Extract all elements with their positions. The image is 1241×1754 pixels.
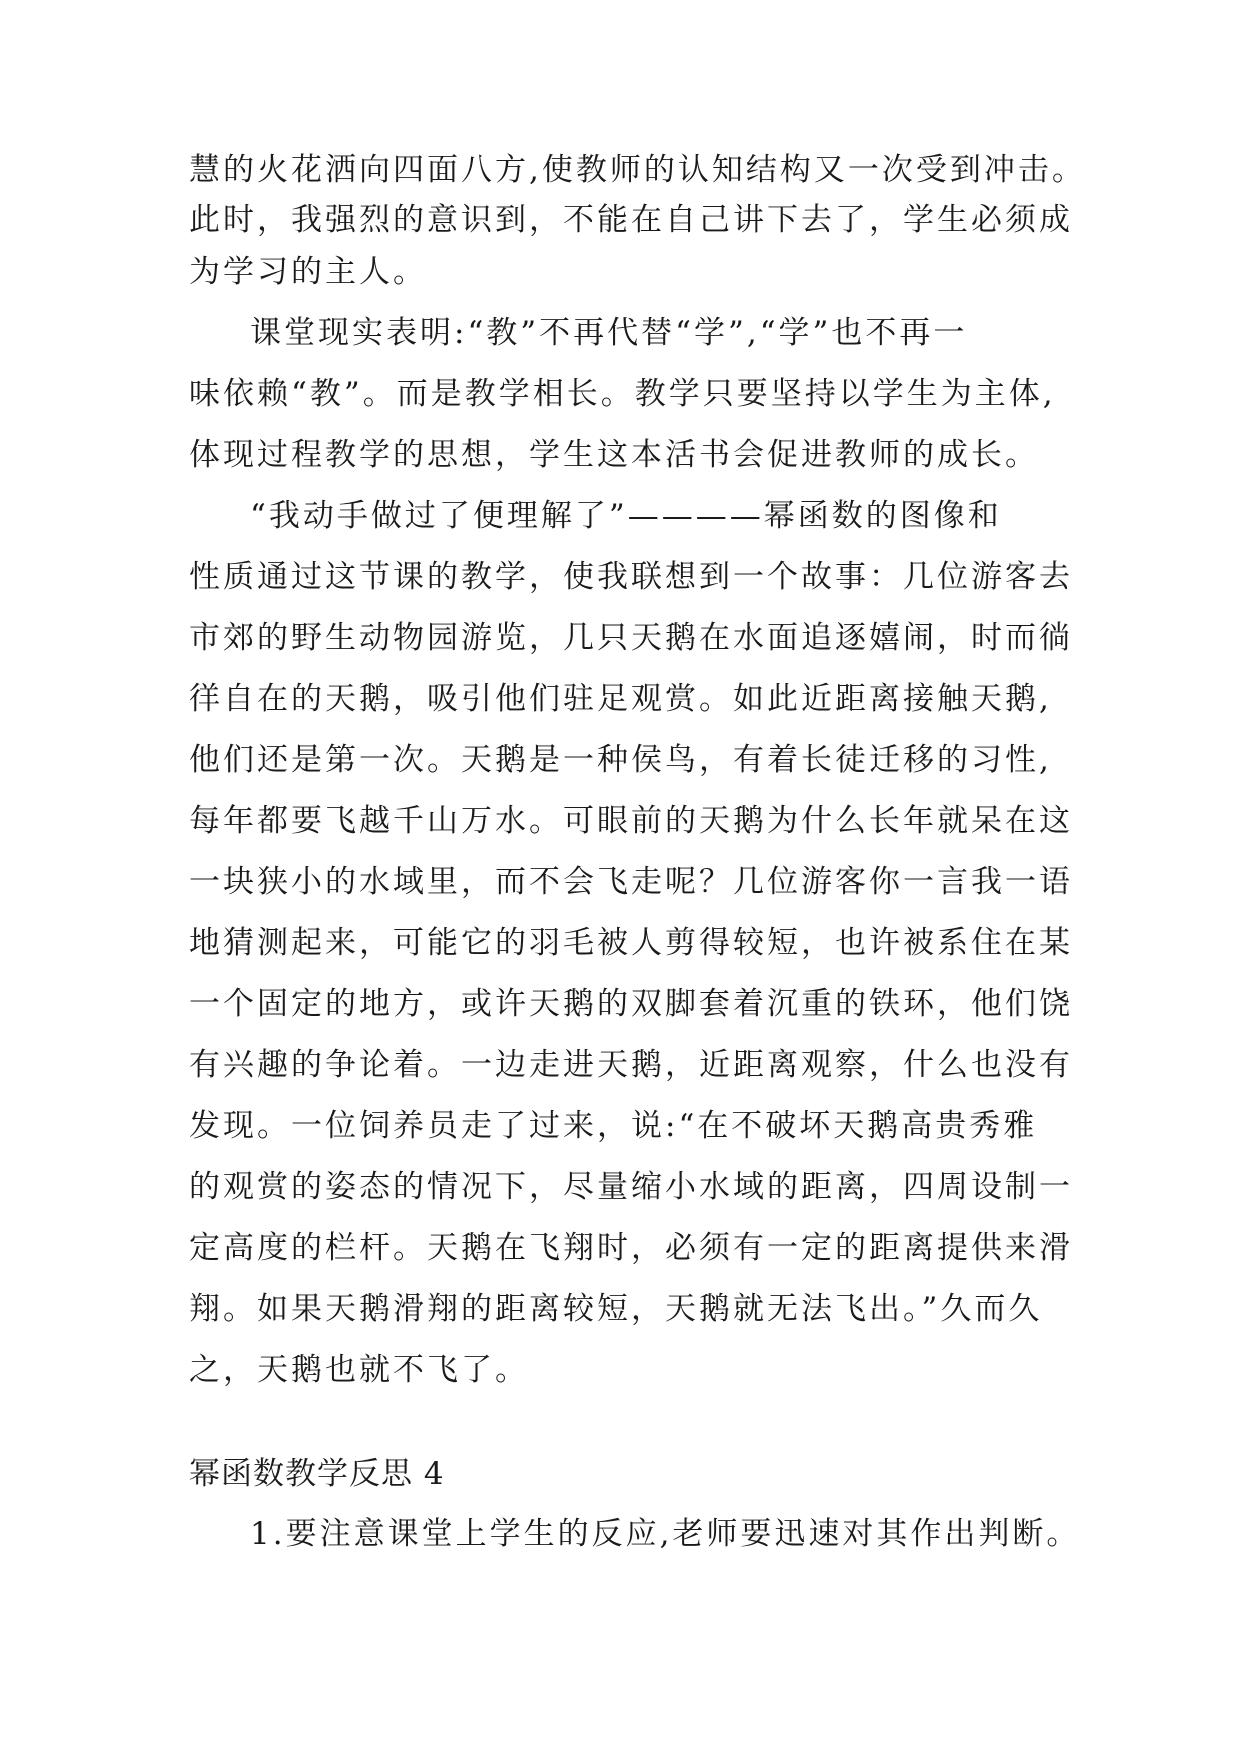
text-line: 有兴趣的争论着。一边走进天鹅，近距离观察，什么也没有 [189, 1047, 1073, 1083]
text-line: 味依赖“教”。而是教学相长。教学只要坚持以学生为主体, [189, 376, 1056, 412]
text-line: “我动手做过了便理解了”————幂函数的图像和 [250, 498, 1002, 534]
section-heading: 幂函数教学反思 4 [189, 1456, 445, 1492]
text-line: 徉自在的天鹅，吸引他们驻足观赏。如此近距离接触天鹅, [189, 681, 1052, 717]
text-line: 他们还是第一次。天鹅是一种侯鸟，有着长徒迁移的习性, [189, 742, 1052, 778]
text-line: 一块狭小的水域里，而不会飞走呢？几位游客你一言我一语 [189, 864, 1073, 900]
text-line: 性质通过这节课的教学，使我联想到一个故事：几位游客去 [189, 559, 1073, 595]
text-line: 体现过程教学的思想，学生这本活书会促进教师的成长。 [189, 437, 1039, 473]
text-line: 每年都要飞越千山万水。可眼前的天鹅为什么长年就呆在这 [189, 803, 1073, 839]
text-line: 此时，我强烈的意识到，不能在自己讲下去了，学生必须成 [189, 202, 1073, 238]
text-line: 市郊的野生动物园游览，几只天鹅在水面追逐嬉闹，时而徜 [189, 620, 1073, 656]
text-line: 发现。一位饲养员走了过来，说:“在不破坏天鹅高贵秀雅 [189, 1108, 1038, 1144]
text-line: 地猜测起来，可能它的羽毛被人剪得较短，也许被系住在某 [189, 925, 1073, 961]
text-line: 一个固定的地方，或许天鹅的双脚套着沉重的铁环，他们饶 [189, 986, 1073, 1022]
text-line: 为学习的主人。 [189, 254, 427, 290]
text-line: 之，天鹅也就不飞了。 [189, 1352, 529, 1388]
text-line: 定高度的栏杆。天鹅在飞翔时，必须有一定的距离提供来滑 [189, 1230, 1073, 1266]
text-line: 1.要注意课堂上学生的反应,老师要迅速对其作出判断。 [250, 1516, 1081, 1552]
text-line: 的观赏的姿态的情况下，尽量缩小水域的距离，四周设制一 [189, 1169, 1073, 1205]
text-line: 翔。如果天鹅滑翔的距离较短，天鹅就无法飞出。”久而久 [189, 1291, 1043, 1327]
text-line: 课堂现实表明:“教”不再代替“学”,“学”也不再一 [250, 315, 968, 351]
text-line: 慧的火花洒向四面八方,使教师的认知结构又一次受到冲击。 [189, 152, 1086, 188]
